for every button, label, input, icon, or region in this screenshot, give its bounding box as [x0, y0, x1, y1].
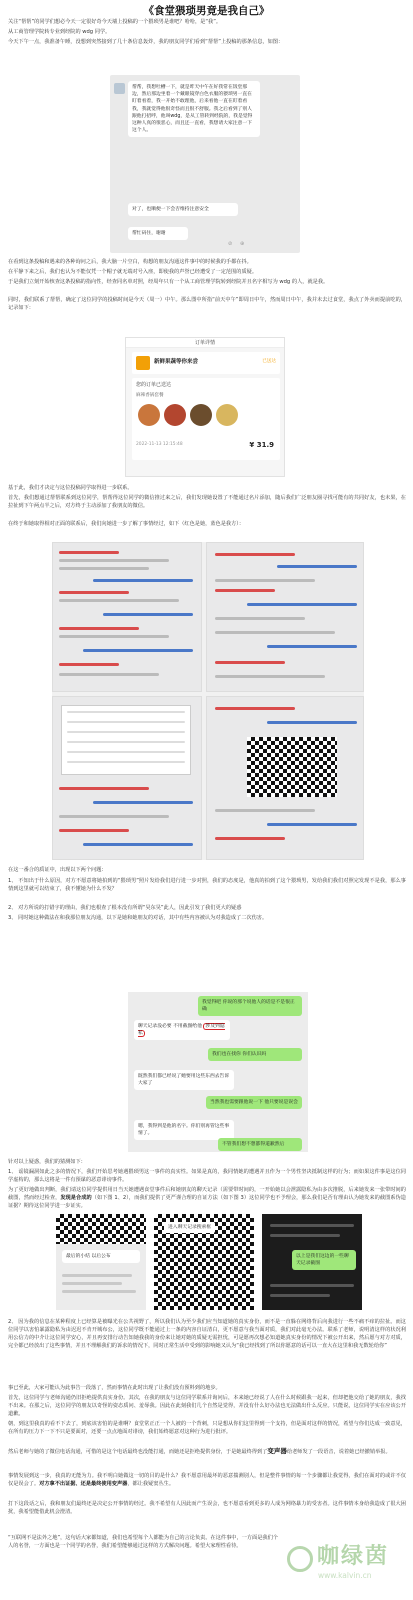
food-image [216, 404, 238, 426]
shop-logo-icon [136, 356, 150, 370]
chat-bubble-sent: 我觉得吧 你说的那个说他人的话是不是很正确 [198, 996, 302, 1016]
status-badge: 已送达 [262, 359, 276, 364]
paragraph-conclusion: “互联网不是法外之地”，这句话大家都知道，我们也希望每个人都能为自己的言论负责。在这件事中，一方面是我们个人的名誉，一方面也是一个同学的名誉，我们希望能够通过这样的方式解决问题。希望大家理性看待。 [8, 1535, 278, 1550]
chat-collage [52, 542, 364, 860]
order-items: 麻辣香锅套餐 [136, 393, 164, 398]
guess-1-detail: 为了更好地做出判断，我们请这位同学提供用日当天她遭遇食堂事件后和她朋友的聊天记录（需要带时间的，一开始她以会泄露隐私为由多次推脱，后来她发来一张带时间的截图，然而经过检查，发现是合成的（如下图 1、2），而我们提供了更严谨合理的自证方法（如下图 3）这位同学也不予理会，那么我们是否有理由认为她发来的截图系伪造证据？期待这位同学进一步证实。 [8, 1187, 406, 1210]
paragraph-intro: 关注“帮帮”的同学们想必今天一定很好奇今天墙上投稿的一个猥琐男是谁吧？哈哈，是“我”。 [8, 19, 222, 25]
watermark-logo-icon [287, 1546, 313, 1572]
chat-bubble-sent: 当然我也需要跟他说一下 他只要说是误会 [206, 1096, 302, 1109]
paragraph-question: 朝，到这里我真的看不下去了，到底该害怕的是谁啊？食堂常正正一个人被的一个背刺，只是想从你们这里得到一个支持，但是面对这样的情况，希望与你们达成一致意见，在所有的压力下一下不只是要面对，还要一点点地面对诽谤，我们始终愿意对这种行为进行批评。 [8, 1421, 406, 1436]
avatar [114, 83, 125, 94]
redacted-image [247, 737, 337, 797]
evidence-image-3 [262, 1214, 362, 1310]
paragraph-speculation: 针对以上疑惑，我们的猜测如下： [8, 1159, 86, 1165]
chat-bubble-received: 聊天记录没必要 不用截图给他 涉及到隐私 [134, 1020, 230, 1040]
paragraph-conversation: 在终于和她取得相对正面的联系后，我们向她进一步了解了事情经过，如下（红色是她，蓝色是我方）： [8, 521, 245, 527]
guess-1: 1、 谣镜漏洞如此之多的情况下，我们开始思考她遇猥琐男这一事件的真实性。如果是真的，我同情她的遭遇并且作为一个男性坚决抵制这样的行为；而如果这件事是这位同学虚构的，那么这将是一件有预谋的恶意诽谤事件。 [8, 1169, 406, 1184]
evidence-image-1 [56, 1214, 146, 1310]
paragraph-issues: 在这一番合的质证中，出现以下两个问题： [8, 867, 107, 873]
chat-bubble: 最后的小结 以后公布 [62, 1250, 140, 1263]
paragraph-helpless: 事情发展到这一步，我真的无能为力。我不明白她做这一切的目的是什么？我不愿意用最坏的恶意揣测别人，但是整件事情的每一个步骤都让我觉得，我们在面对的或许不仅仅是误会了。对方拿不出证据、还是最终使用变声器，都让我疑窦丛生。 [8, 1473, 406, 1488]
paragraph-student: 从工商管理学院转专业到经院的 wdg 同学。 [8, 29, 111, 35]
watermark-brand: 咖绿茵 [317, 1544, 390, 1569]
paragraph-background: 今天下午一点，我准备午睡，没想到突然接到了几十条信息轰炸，我的朋友同学们看到“帮帮”上投稿的那条信息，如图： [8, 39, 284, 45]
chat-bubble-received: 既然我们都已经说了她要用这些东西去告诉大家了 [134, 1070, 234, 1090]
food-image [164, 404, 186, 426]
article-title: 《食堂猥琐男竟是我自己》 [143, 5, 270, 17]
friend-chat-screenshot [128, 992, 308, 1152]
complaint-screenshot [110, 75, 300, 253]
order-price: ¥ 31.9 [249, 441, 274, 449]
chat-bubble-sent: 我们也在找你 你们认识吗 [208, 1048, 302, 1061]
issue-3: 3、 同时她这种做法在和我那位朋友沟通，以下是她和她朋友的对话，其中有些内容被认为对我造成了二次伤害。 [8, 915, 268, 921]
chat-bubble-sent: 不管我们想不想都得道歉然后 [218, 1138, 302, 1151]
reply-bubble: 对了，也顺便一下会否维持注意安全 [128, 203, 238, 216]
paragraph-contact: 首先，我们想通过帮帮联系到这位同学，帮帮得这位同学的微信推过来之后，我们发现她设置了不能通过名片添加，随后我们广泛朋友圈寻找可能有的共同好友，也未果，在拉扯到下午两点半之后，对方终于主动添加了我朋友的微信。 [8, 495, 406, 510]
order-title: 订单详情 [126, 338, 284, 348]
paragraph-voice: 然后老师与她的了微信电话沟通，可惜的是这个电话最终也没能打通，而她还是拒绝提供身份，于是她最终得到了变声器给老师发了一段语音，说着她已经撤销举报。 [8, 1447, 391, 1455]
privacy-highlight: 涉及到隐私 [138, 1024, 225, 1037]
shop-card [132, 352, 280, 374]
paragraph-calm: 在平静下来之后，我们也认为不能仅凭一个帽子就无端对号入座，即使我的声誉已经遭受了一定范围的质疑。 [8, 269, 258, 275]
watermark-url: www.kalvin.cn [318, 1571, 372, 1580]
thanks-bubble: 帮忙码住，谢谢 [128, 227, 188, 240]
food-image [138, 404, 160, 426]
paragraph-refusal: 首先，这位同学与老师沟通仍旧拒绝提供真实身份。其次，在我的朋友与这位同学联系并询问后，本来她已经说了人在什么时候跟我一起来，但却把他交给了她的朋友，我找不出来。在那之后，这位同学的朋友以奇怪的姿态质问、羞辱我。因此在此刻我们几个自然是觉得，并没有什么好办法也无法做出什么反应。只能说，这位同学实在应该公开道歉。 [8, 1395, 406, 1418]
chat-panel [206, 696, 364, 860]
paragraph-check: 于是我们立刻开始核查这条投稿的指向性，经查同名单对照，经周年只有一个从工商管理学院转到经院并且名字相写为 wdg 的人，就是我。 [8, 279, 329, 285]
paragraph-decision: 基于此，我们才决定与这位投稿同学取得进一步联系。 [8, 485, 133, 491]
chat-panel [52, 696, 202, 860]
order-time: 2022-11-13 12:15:48 [136, 442, 183, 447]
paragraph-timeline: 同时，我们联系了帮帮，确定了这位同学的投稿时间是今天（周一）中午。那么图中所指“前天中午”即周日中午，然而周日中午，我并未去过食堂，我点了外卖而提前吃的，记录如下： [8, 297, 406, 312]
issue-2: 2、 对方所说的打错字的理由，我们也根查了根本没有所谓“昊东昊”此人，因此引发了我们更大的疑惑 [8, 905, 242, 911]
food-image [190, 404, 212, 426]
paragraph-turn: 事已至此，大家可能认为此事告一段落了，然而事情在此时出现了让我们没有预料到的地步。 [8, 1385, 221, 1391]
order-card [132, 378, 280, 460]
chat-panel [206, 542, 364, 692]
chat-panel [52, 542, 202, 692]
shop-name: 新鲜果蔬等你来尝 [154, 359, 199, 365]
order-screenshot [125, 337, 285, 477]
evidence-image-2 [154, 1214, 254, 1310]
chat-bubble-sent: 以上是我们这边的一些聊天记录截图 [292, 1250, 356, 1270]
chat-bubble-received: 嗯，我得到是他的名字。你们别再管这些事情了。 [134, 1120, 234, 1140]
search-caption: 进入聊天记录搜索框 [164, 1222, 215, 1233]
paragraph-publish: 打下这段话之后，我和朋友们最终还是决定公开事情的经过。我不希望有人因此而产生误会，也不愿意看到更多的人成为网络暴力的受害者。这件事情本身给我造成了很大困扰，我希望能借此机会澄清。 [8, 1501, 406, 1516]
issue-1: 1、 不知出于什么原因，对方不愿意将她拍到的“猥琐男”照片发给我们进行进一步对照，我们的态度是，他真的拍到了这个猥琐男，发给我们我们对照完发现不是我，那么事情到这里就可以结束了，我不懂她为什么不发？ [8, 878, 406, 893]
guess-2: 2、 因为我的信息在某种程度上已经算是被曝光在公共视野了，所以我们认为至少我们应当知道她的真实身份，而不是一直躲在网络背后向我进行一些不痛不痒的拉扯。而这位同学以害怕暴露隐私为由迟迟不肯开城布公，这位同学既不能通过上一条的内容自证清白，更不愿意与我当面对质，我们对此毫无办法。联系了老师，说明清这样的状况利用公信力的中介让这位同学安心，并且再安排行动告知她我我的身份来让她对她的质疑无需担忧，可是愿再次想必知道她真实身份的情况下被公开出来，然后愿与对方对质，完全都已经放出了这些事情，并且不理解我们的诉求的情况下，同时正常生活中受到的影响她又认为“我已经找到了所以你愿意的话可以一直大在这里和我无数轮给你” [8, 1319, 406, 1350]
order-status: 您的订单已送达 [136, 382, 172, 388]
complaint-bubble: 帮帮，我想吐槽一下，就是昨天中午在好我常在饭堂那边，然后那边坐着一个戴眼镜穿白色衣服的猥琐男一直在盯着看着，我一开始不敢理他，后来看他一直在盯着看我，我就觉得他很奇怪而且很不舒服。我之后看到了别人跟他打招呼，他叫wdg，是从工管转到经院的，我是觉得这种人真的很恶心，而且还一直看，我想请大家注意一下这个人。 [128, 81, 260, 137]
add-icon: ⊕ [240, 241, 245, 247]
check-icon: ⊘ [228, 241, 233, 247]
paragraph-shock: 在看到这条投稿和遇来的各种询问之后，我大脑一片空白，构想的朋友沟通这件事中的时候我的手都在抖。 [8, 259, 252, 265]
